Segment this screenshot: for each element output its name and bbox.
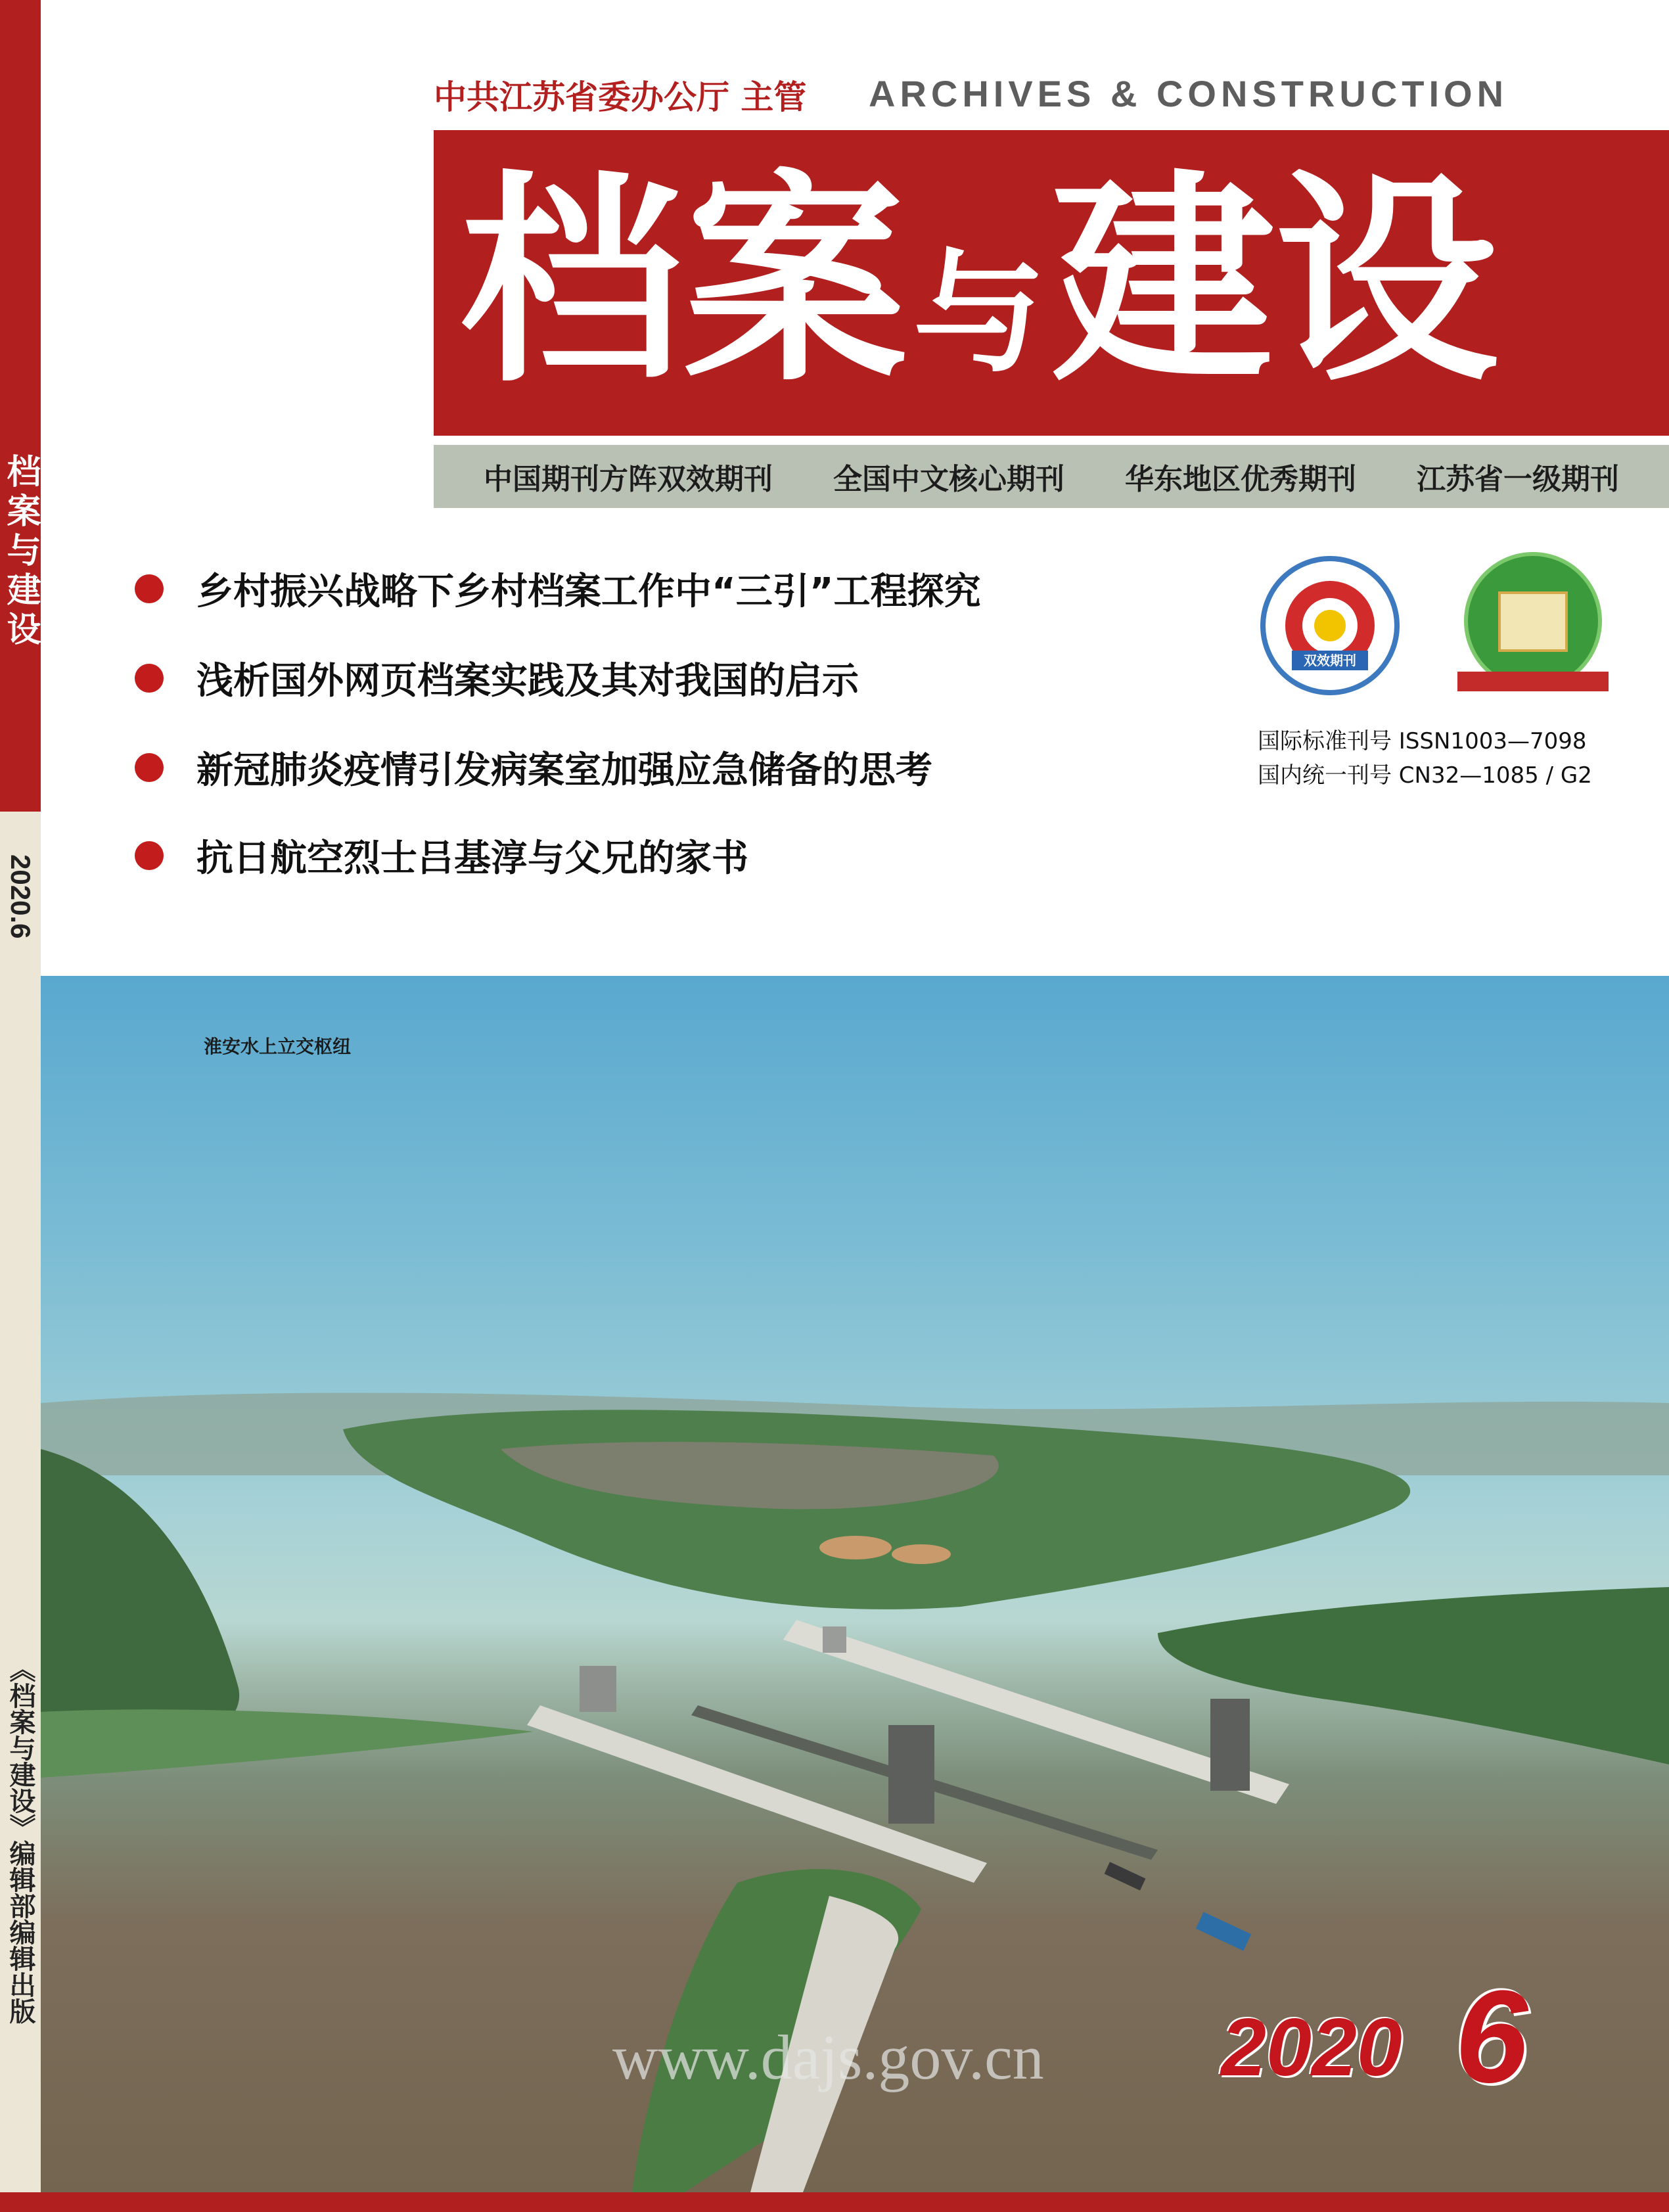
bullet-icon	[135, 841, 164, 870]
spine-publisher: 《档案与建设》编辑部编辑出版	[5, 1656, 36, 2024]
book-icon	[1498, 591, 1568, 652]
english-title: ARCHIVES & CONSTRUCTION	[869, 73, 1509, 114]
spine	[0, 0, 41, 2212]
landscape-illustration	[41, 976, 1669, 2192]
photo-caption: 淮安水上立交枢纽	[204, 1036, 352, 1057]
magazine-title	[460, 150, 1669, 487]
headline-item	[135, 829, 748, 882]
title-char: 设	[1275, 150, 1499, 412]
headline-text: 抗日航空烈士吕基淳与父兄的家书	[196, 837, 748, 880]
supervisor-text: 中共江苏省委办公厅 主管	[434, 78, 807, 116]
badge-label: 双效期刊	[1292, 651, 1368, 670]
issn-domestic: 国内统一刊号 CN32—1085 / G2	[1258, 762, 1592, 789]
headline-item	[135, 741, 932, 794]
headline-item	[135, 652, 859, 704]
headline-text: 浅析国外网页档案实践及其对我国的启示	[196, 660, 859, 703]
issn-international: 国际标准刊号 ISSN1003—7098	[1258, 728, 1587, 754]
headline-item	[135, 563, 981, 615]
badge-core	[1314, 610, 1346, 641]
headline-text: 新冠肺炎疫情引发病案室加强应急储备的思考	[196, 749, 932, 792]
bullet-icon	[135, 753, 164, 782]
double-effect-journal-badge-icon	[1260, 556, 1400, 695]
spine-title: 档案与建设	[1, 453, 41, 651]
title-band	[434, 130, 1669, 436]
honor-item: 全国中文核心期刊	[833, 463, 1064, 496]
title-char: 案	[683, 150, 907, 412]
honor-item: 江苏省一级期刊	[1417, 463, 1619, 496]
spine-issue: 2020.6	[5, 854, 36, 939]
honor-item: 中国期刊方阵双效期刊	[484, 463, 773, 496]
title-char: 建	[1051, 150, 1275, 412]
bullet-icon	[135, 664, 164, 693]
ribbon-icon	[1457, 672, 1609, 691]
spine-red-panel	[0, 0, 41, 812]
east-china-excellent-journal-badge-icon	[1457, 552, 1609, 703]
bottom-strip	[0, 2192, 1669, 2212]
title-char: 档	[460, 150, 683, 412]
website-url: www.dajs.gov.cn	[612, 2022, 1044, 2092]
issue-year: 2020	[1221, 2002, 1402, 2093]
title-char: 与	[913, 236, 1045, 390]
headline-text: 乡村振兴战略下乡村档案工作中“三引”工程探究	[196, 570, 981, 613]
cover-photo	[41, 976, 1669, 2192]
honor-band	[434, 445, 1669, 508]
bullet-icon	[135, 574, 164, 603]
issue-number: 6	[1455, 1964, 1528, 2110]
honor-item: 华东地区优秀期刊	[1125, 463, 1356, 496]
